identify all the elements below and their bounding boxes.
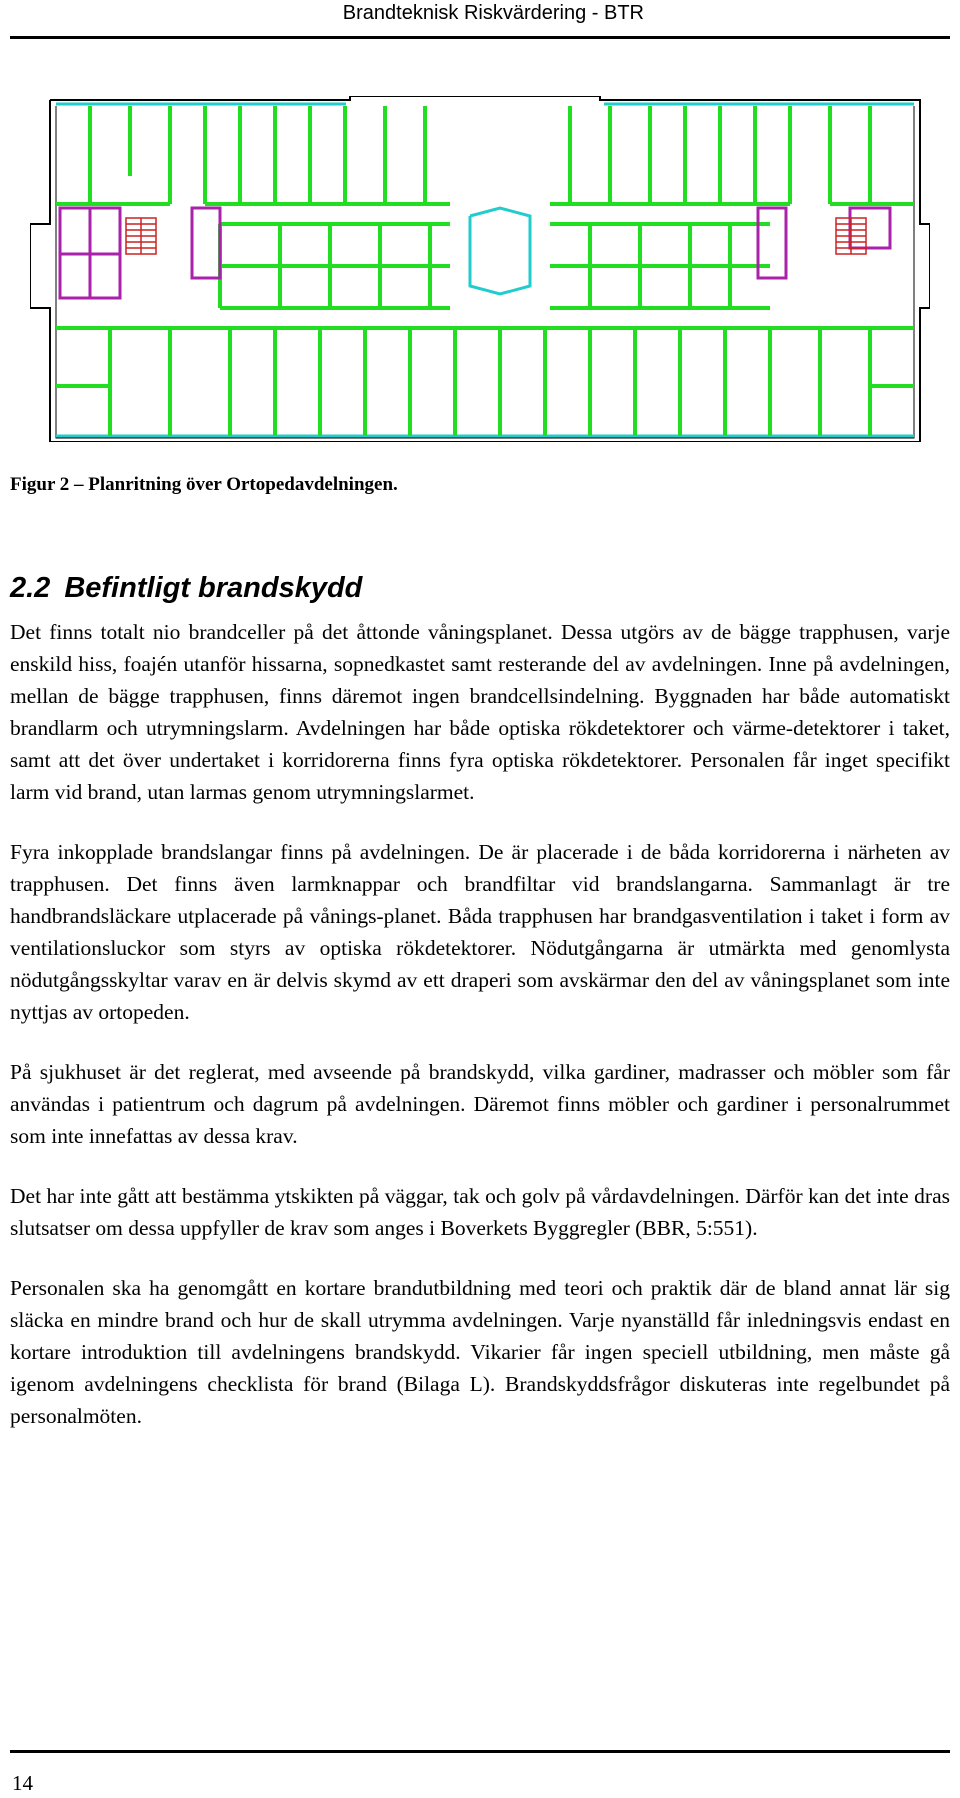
- running-header: [10, 0, 950, 39]
- building-outline: [30, 96, 930, 442]
- figure-caption: Figur 2 – Planritning över Ortopedavdelningen.: [10, 474, 398, 495]
- body-text: [10, 616, 950, 1460]
- paragraph: Fyra inkopplade brandslangar finns på avdelningen. De är placerade i de båda korridorerna i närheten av trapphusen. Det finns även larmknappar och brandfiltar vid brandslangarna. Sammanlagt är tre handbrandsläckare utplacerade på vånings-planet. Båda trapphusen har brandgasventilation i taket i form av ventilationsluckor som styrs av optiska rökdetektorer. Nödutgångarna är utmärkta med genomlysta nödutgångsskyltar varav en är delvis skymd av ett draperi som avskärmar den del av våningsplanet som inte nyttjas av ortopeden.: [10, 840, 950, 1024]
- lift-shafts: [60, 208, 890, 298]
- header-title: Brandteknisk Riskvärdering - BTR: [342, 2, 644, 24]
- paragraph: Det har inte gått att bestämma ytskikten på väggar, tak och golv på vårdavdelningen. Därför kan det inte dras slutsatser om dessa uppfyller de krav som anges i Boverkets Byggregler (BBR, 5:551).: [10, 1184, 950, 1240]
- paragraph: Det finns totalt nio brandceller på det åttonde våningsplanet. Dessa utgörs av de bägge trapphusen, varje enskild hiss, foajén utanför hissarna, sopnedkastet samt resterande del av avdelningen. Inne på avdelningen, mellan de bägge trapphusen, finns däremot ingen brandcellsindelning. Byggnaden har både automatiskt brandlarm och utrymningslarm. Avdelningen har både optiska rökdetektorer och värme-detektorer i taket, samt att det över undertaket i korridorerna finns fyra optiska rökdetektorer. Personalen får inget specifikt larm vid brand, utan larmas genom utrymningslarmet.: [10, 620, 950, 804]
- floor-plan-drawing: [30, 96, 930, 442]
- page-footer: [10, 1750, 950, 1795]
- section-heading: [10, 572, 362, 605]
- section-number: 2.2: [10, 572, 51, 604]
- section-title: Befintligt brandskydd: [64, 572, 363, 604]
- paragraph: Personalen ska ha genomgått en kortare brandutbildning med teori och praktik där de bland annat lär sig släcka en mindre brand och hur de skall utrymma avdelningen. Varje nyanställd får inledningsvis endast en kortare introduktion till avdelningens brandskydd. Vikarier får ingen speciell utbildning, men måste gå igenom avdelningens checklista för brand (Bilaga L). Brandskyddsfrågor diskuteras inte regelbundet på personalmöten.: [10, 1276, 950, 1428]
- page-number: 14: [12, 1771, 33, 1795]
- paragraph: På sjukhuset är det reglerat, med avseende på brandskydd, vilka gardiner, madrasser och möbler som får användas i patientrum och dagrum på avdelningen. Däremot finns möbler och gardiner i personalrummet som inte innefattas av dessa krav.: [10, 1060, 950, 1148]
